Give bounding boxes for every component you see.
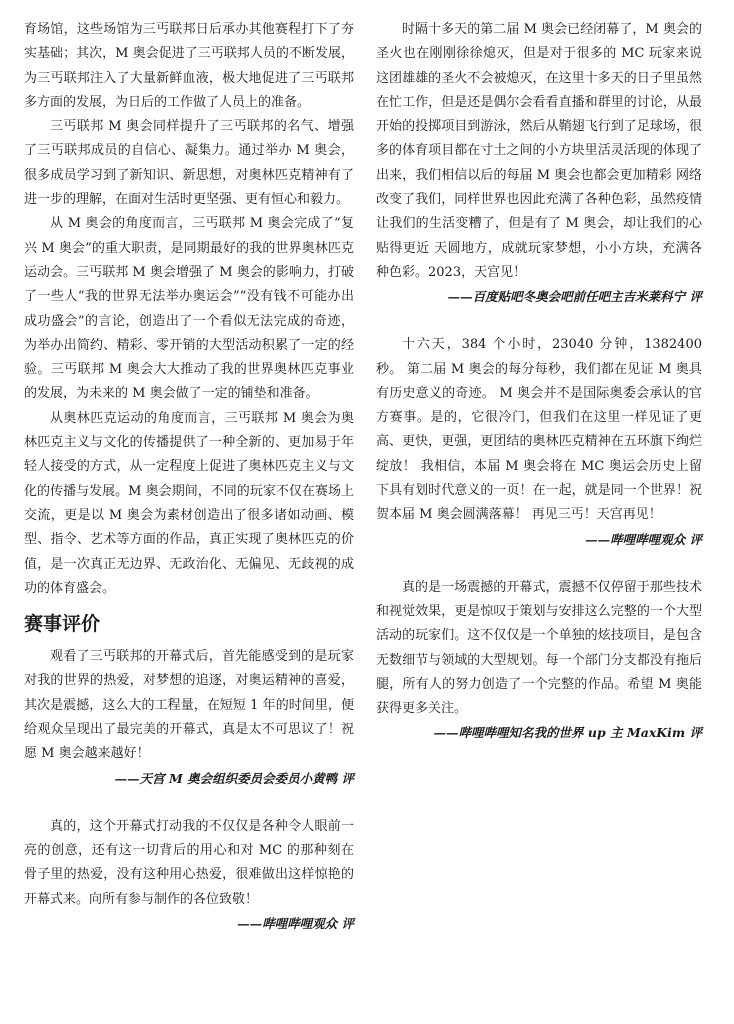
body-paragraph-m-olympics-perspective: 从 M 奥会的角度而言，三丐联邦 M 奥会完成了“复兴 M 奥会”的重大职责，是同期最好的我的世界奥林匹克运动会。三丐联邦 M 奥会增强了 M 奥会的影响力，打破了一些人“我的世界无法举办奥运会”“没有钱不可能办出成功盛会”的言论，创造出了一个看似无法完成的奇迹，为举办出简约、精彩、零开销的大型活动积累了一定的经验。三丐联邦 M 奥会大大推动了我的世界奥林匹克事业的发展，为未来的 M 奥会做了一定的铺垫和准备。 (24, 216, 354, 402)
right-column (376, 18, 702, 769)
body-paragraph-federation-reputation: 三丐联邦 M 奥会同样提升了三丐联邦的名气、增强了三丐联邦成员的自信心、凝集力。通过举办 M 奥会，很多成员学习到了新知识、新思想，对奥林匹克精神有了进一步的理解，在面对生活时更坚强、更有恒心和毅力。 (24, 119, 354, 208)
review-text-organizer: 观看了三丐联邦的开幕式后，首先能感受到的是玩家对我的世界的热爱，对梦想的追逐，对奥运精神的喜爱，其次是震撼，这么大的工程量，在短短 1 年的时间里，便给观众呈现出了最完美的开幕式，真是太不可思议了！祝愿 M 奥会越来越好！ (24, 649, 354, 762)
review-signature-maxkim: ——哔哩哔哩知名我的世界 up 主 MaxKim 评 (433, 725, 702, 741)
review-signature-baidu-tieba: ——百度贴吧冬奥会吧前任吧主吉米莱科宁 评 (447, 289, 702, 305)
body-paragraph-olympic-movement-perspective: 从奥林匹克运动的角度而言，三丐联邦 M 奥会为奥林匹克主义与文化的传播提供了一种全新的、更加易于年轻人接受的方式，从一定程度上促进了奥林匹克主义与文化的传播与发展。M 奥会期间，不同的玩家不仅在赛场上交流，更是以 M 奥会为素材创造出了很多诸如动画、模型、指令、艺术等方面的作品，真正实现了奥林匹克的价值，是一次真正无边界、无政治化、无偏见、无歧视的成功的体育盛会。 (24, 410, 354, 596)
review-text-baidu-tieba: 时隔十多天的第二届 M 奥会已经闭幕了，M 奥会的圣火也在刚刚徐徐熄灭，但是对于很多的 MC 玩家来说这团雄雄的圣火不会被熄灭，在这里十多天的日子里虽然在忙工作，但是还是偶尔会看看直播和群里的讨论，从最开始的投掷项目到游泳，然后从鞘翅飞行到了足球场，很多的体育项目都在寸土之间的小方块里活灵活现的体现了出来，我们相信以后的每届 M 奥会也都会更加精彩 网络改变了我们，同样世界也因此充满了各种色彩，虽然疫情让我们的生活变糟了，但是有了 M 奥会，却让我们的心贴得更近 天圆地方，成就玩家梦想，小小方块，充满各种色彩。2023，天宫见！ (376, 22, 702, 280)
review-signature-organizer: ——天宫 M 奥会组织委员会委员小黄鸭 评 (114, 770, 354, 786)
left-column (24, 18, 354, 960)
body-paragraph-venue-foundation: 育场馆，这些场馆为三丐联邦日后承办其他赛程打下了夯实基础；其次，M 奥会促进了三丐联邦人员的不断发展，为三丐联邦注入了大量新鲜血液，极大地促进了三丐联邦多方面的发展，为日后的工作做了人员上的准备。 (24, 22, 354, 110)
review-text-bilibili-viewer: 真的，这个开幕式打动我的不仅仅是各种令人眼前一亮的创意，还有这一切背后的用心和对 MC 的那种刻在骨子里的热爱，没有这种用心热爱，很难做出这样惊艳的开幕式来。向所有参与制作的各位致敬！ (24, 818, 354, 907)
review-signature-bilibili-viewer: ——哔哩哔哩观众 评 (237, 915, 354, 931)
section-title-event-reviews: 赛事评价 (24, 613, 101, 636)
review-text-maxkim: 真的是一场震撼的开幕式，震撼不仅停留于那些技术和视觉效果，更是惊叹于策划与安排这么完整的一个大型活动的玩家们。这不仅仅是一个单独的炫技项目，是包含无数细节与领域的大型规划。每一个部门分支都没有拖后腿，所有人的努力创造了一个完整的作品。希望 M 奥能获得更多关注。 (376, 579, 702, 717)
review-signature-bilibili-viewer-2: ——哔哩哔哩观众 评 (585, 531, 702, 547)
review-text-bilibili-viewer-2: 十六天，384 个小时，23040 分钟，1382400 秒。 第二届 M 奥会的每分每秒，我们都在见证 M 奥具有历史意义的奇迹。 M 奥会并不是国际奥委会承认的官方赛事。是的，它很冷门，但我们在这里一样见证了更高、更快，更强，更团结的奥林匹克精神在五环旗下绚烂绽放！ 我相信，本届 M 奥会将在 MC 奥运会历史上留下具有划时代意义的一页！在一起，就是同一个世界！祝贺本届 M 奥会圆满落幕！ 再见三丐！天宫再见！ (376, 337, 702, 523)
